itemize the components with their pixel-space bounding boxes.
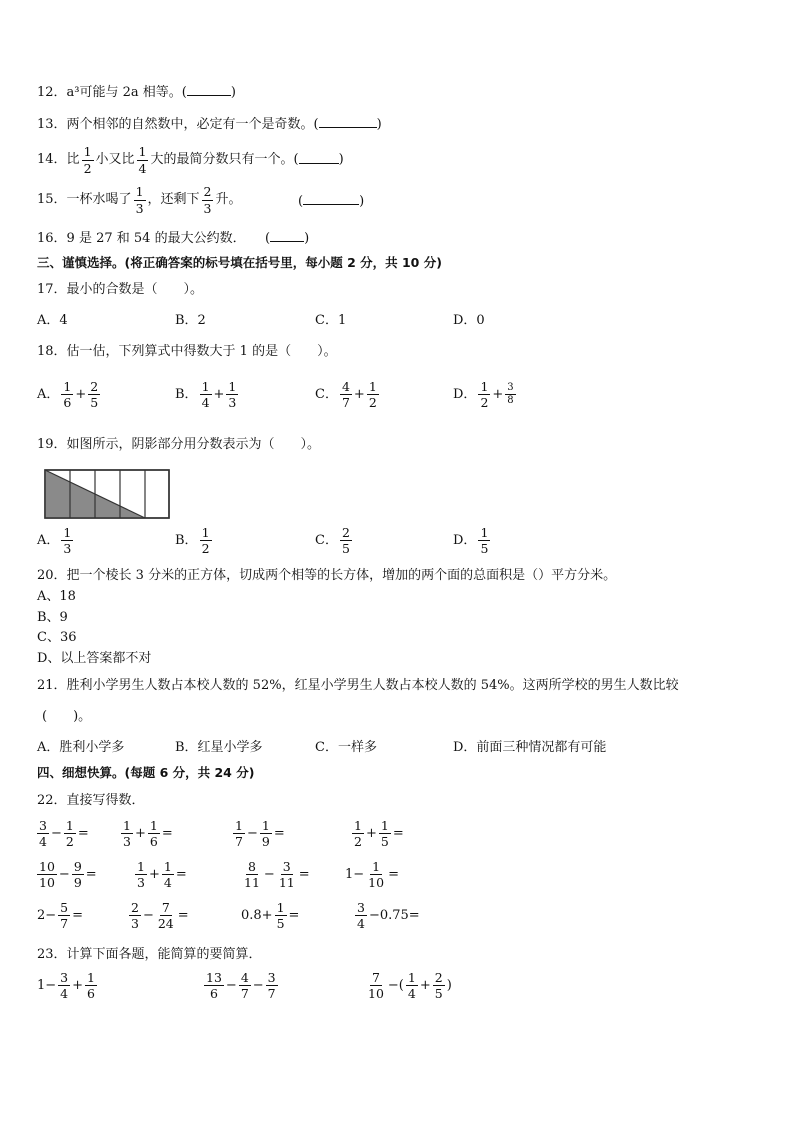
calc-expression xyxy=(37,971,99,1000)
fraction xyxy=(135,860,147,889)
denominator: 9 xyxy=(261,834,270,850)
option-d[interactable]: D．0 xyxy=(453,313,485,328)
expression-text: − xyxy=(142,908,154,924)
question-number: 16． xyxy=(37,231,67,246)
calc-item xyxy=(240,860,310,889)
expression-text: − xyxy=(263,867,275,883)
expression-text: ) xyxy=(446,978,452,994)
fraction xyxy=(366,860,386,889)
question-17-stem: 17．最小的合数是（ ）。 xyxy=(37,282,204,297)
fraction xyxy=(478,526,490,555)
denominator: 10 xyxy=(39,875,55,891)
option-c[interactable] xyxy=(315,380,381,409)
calc-item xyxy=(127,901,189,930)
numerator: 3 xyxy=(357,900,365,915)
expression-text: + xyxy=(148,867,160,883)
question-text: ，还剩下 xyxy=(147,192,200,207)
calc-item xyxy=(35,819,89,848)
expression-text: A． xyxy=(37,387,60,403)
expression-text: − xyxy=(50,826,62,842)
expression-text: + xyxy=(72,978,84,994)
denominator: 8 xyxy=(507,395,514,407)
numerator: 3 xyxy=(505,383,515,396)
expression-text: = xyxy=(72,908,84,924)
fraction xyxy=(61,526,73,555)
numerator: 10 xyxy=(39,859,55,874)
shaded-rectangle-figure xyxy=(44,469,170,519)
paren-open: ( xyxy=(298,194,304,209)
numerator: 1 xyxy=(149,818,158,833)
expression-text: C． xyxy=(315,533,338,549)
paren-close: ) xyxy=(304,231,310,246)
paren-close: ) xyxy=(376,117,382,132)
denominator: 4 xyxy=(163,875,172,891)
numerator: 1 xyxy=(235,818,243,833)
expression-text: A． xyxy=(37,533,60,549)
expression-text: −( xyxy=(387,978,404,994)
expression-text: = xyxy=(298,867,310,883)
expression-text: − xyxy=(246,826,258,842)
calc-item xyxy=(133,860,187,889)
denominator: 3 xyxy=(203,200,212,216)
numerator: 7 xyxy=(161,900,170,915)
denominator: 2 xyxy=(65,834,74,850)
fraction xyxy=(242,860,262,889)
denominator: 5 xyxy=(480,541,489,557)
fraction xyxy=(64,819,76,848)
numerator: 4 xyxy=(341,379,350,394)
fraction xyxy=(352,819,364,848)
expression-text: = xyxy=(408,908,420,924)
numerator: 3 xyxy=(60,970,69,985)
fraction xyxy=(162,860,174,889)
expression-text: = xyxy=(388,867,399,883)
denominator: 3 xyxy=(137,875,145,891)
numerator: 1 xyxy=(135,184,144,200)
answer-paren-15 xyxy=(298,195,364,208)
expression-text: = xyxy=(177,908,189,924)
numerator: 1 xyxy=(368,379,377,394)
calc-item xyxy=(231,819,285,848)
fraction xyxy=(137,145,149,174)
numerator: 2 xyxy=(90,379,99,394)
expression-text: D． xyxy=(453,533,477,549)
fraction xyxy=(148,819,160,848)
fraction xyxy=(239,971,251,1000)
fraction xyxy=(478,380,490,409)
fraction xyxy=(233,819,245,848)
fraction xyxy=(406,971,418,1000)
calc-item xyxy=(241,901,299,930)
expression-text: + xyxy=(353,387,365,403)
numerator: 8 xyxy=(247,859,256,874)
numerator: 1 xyxy=(276,900,285,915)
answer-paren-16 xyxy=(265,232,309,245)
answer-blank[interactable] xyxy=(187,94,231,96)
section-heading-3: 三、谨慎选择。(将正确答案的标号填在括号里，每小题 2 分，共 10 分) xyxy=(37,255,442,270)
fraction xyxy=(433,971,445,1000)
option-b[interactable]: B、9 xyxy=(37,610,68,625)
numerator: 3 xyxy=(282,859,291,874)
numerator: 1 xyxy=(261,818,270,833)
numerator: 1 xyxy=(480,379,489,394)
calc-item xyxy=(37,901,83,930)
fraction xyxy=(200,526,212,555)
denominator: 7 xyxy=(341,395,350,411)
fraction xyxy=(275,901,287,930)
option-b[interactable] xyxy=(175,380,240,409)
denominator: 7 xyxy=(235,834,243,850)
denominator: 3 xyxy=(63,541,72,557)
expression-text: = xyxy=(288,908,300,924)
denominator: 4 xyxy=(201,395,210,411)
fraction xyxy=(200,380,212,409)
expression-text: D． xyxy=(453,387,477,403)
calc-item xyxy=(350,819,404,848)
question-number: 14． xyxy=(37,152,67,167)
numerator: 13 xyxy=(206,970,222,985)
fraction xyxy=(156,901,176,930)
expression-text: 1− xyxy=(345,867,365,883)
question-text: 比 xyxy=(66,152,80,167)
paren-close: ) xyxy=(230,85,236,100)
fraction xyxy=(58,971,70,1000)
fraction xyxy=(61,380,73,409)
calc-item xyxy=(353,901,420,930)
fraction xyxy=(505,383,515,407)
option-c[interactable]: C．一样多 xyxy=(315,740,377,755)
denominator: 7 xyxy=(240,986,249,1002)
denominator: 7 xyxy=(267,986,276,1002)
denominator: 4 xyxy=(407,986,416,1002)
fraction xyxy=(121,819,133,848)
fraction xyxy=(260,819,272,848)
denominator: 7 xyxy=(60,916,69,932)
fraction xyxy=(226,380,238,409)
calc-item xyxy=(119,819,173,848)
question-20-stem: 20．把一个棱长 3 分米的正方体，切成两个相等的长方体，增加的两个面的总面积是（）平方分米。 xyxy=(37,568,617,583)
denominator: 11 xyxy=(278,875,295,891)
fraction xyxy=(88,380,100,409)
option-a[interactable] xyxy=(37,526,75,555)
option-a[interactable]: A．胜利小学多 xyxy=(37,740,125,755)
expression-text: + xyxy=(365,826,377,842)
question-number: 15． xyxy=(37,192,67,207)
denominator: 6 xyxy=(63,395,72,411)
fraction xyxy=(277,860,297,889)
denominator: 5 xyxy=(341,541,350,557)
numerator: 1 xyxy=(480,525,489,540)
calc-expression xyxy=(202,971,280,1000)
fraction xyxy=(266,971,278,1000)
expression-text: C． xyxy=(315,387,338,403)
question-text: a³可能与 2a 相等。( xyxy=(66,85,187,100)
question-14 xyxy=(37,144,344,177)
expression-text: + xyxy=(492,387,504,403)
numerator: 1 xyxy=(228,379,237,394)
question-text: 大的最简分数只有一个。( xyxy=(150,152,299,167)
fraction xyxy=(72,860,84,889)
fraction xyxy=(202,185,214,214)
question-text: 升。 xyxy=(215,192,242,207)
numerator: 1 xyxy=(407,970,416,985)
numerator: 3 xyxy=(39,818,47,833)
option-d[interactable]: D、以上答案都不对 xyxy=(37,651,152,666)
denominator: 2 xyxy=(368,395,377,411)
numerator: 9 xyxy=(73,859,82,874)
numerator: 7 xyxy=(371,970,380,985)
denominator: 4 xyxy=(39,834,47,850)
numerator: 4 xyxy=(240,970,249,985)
question-text: 小又比 xyxy=(95,152,135,167)
question-23-stem: 23．计算下面各题，能简算的要简算． xyxy=(37,947,262,962)
numerator: 1 xyxy=(201,379,210,394)
numerator: 1 xyxy=(123,818,131,833)
numerator: 1 xyxy=(372,859,381,874)
denominator: 11 xyxy=(244,875,260,891)
expression-text: = xyxy=(85,867,97,883)
denominator: 10 xyxy=(368,875,385,891)
numerator: 1 xyxy=(87,970,95,985)
numerator: 2 xyxy=(341,525,350,540)
denominator: 3 xyxy=(135,200,144,216)
expression-text: + xyxy=(75,387,87,403)
question-number: 12． xyxy=(37,85,67,100)
fraction xyxy=(82,145,94,174)
question-text: 一杯水喝了 xyxy=(66,192,132,207)
option-c[interactable]: C、36 xyxy=(37,630,77,645)
option-a[interactable]: A．4 xyxy=(37,313,68,328)
expression-text: B． xyxy=(175,533,198,549)
denominator: 24 xyxy=(157,916,174,932)
calc-item xyxy=(35,860,97,889)
expression-text: = xyxy=(175,867,187,883)
denominator: 5 xyxy=(380,834,389,850)
fraction xyxy=(134,185,146,214)
question-13 xyxy=(37,118,382,131)
answer-blank[interactable] xyxy=(299,162,339,164)
option-a[interactable]: A、18 xyxy=(37,589,76,604)
expression-text: + xyxy=(134,826,146,842)
question-18-stem: 18．估一估，下列算式中得数大于 1 的是（ ）。 xyxy=(37,344,337,359)
calc-item xyxy=(345,860,399,889)
option-d[interactable] xyxy=(453,380,518,409)
denominator: 6 xyxy=(209,986,218,1002)
fraction xyxy=(37,819,49,848)
expression-text: + xyxy=(213,387,225,403)
numerator: 1 xyxy=(354,818,362,833)
paren-close: ) xyxy=(338,152,344,167)
numerator: 2 xyxy=(434,970,443,985)
option-c[interactable] xyxy=(315,526,354,555)
expression-text: − xyxy=(252,978,264,994)
fraction xyxy=(85,971,97,1000)
question-text: 9 是 27 和 54 的最大公约数． xyxy=(66,231,246,246)
fraction xyxy=(58,901,70,930)
denominator: 3 xyxy=(228,395,237,411)
paren-close: ) xyxy=(359,194,365,209)
answer-blank[interactable] xyxy=(319,126,377,128)
numerator: 1 xyxy=(65,818,74,833)
numerator: 5 xyxy=(60,900,69,915)
denominator: 2 xyxy=(354,834,362,850)
denominator: 4 xyxy=(357,916,365,932)
answer-paren-21[interactable]: ( )。 xyxy=(42,709,92,724)
fraction xyxy=(37,860,57,889)
denominator: 10 xyxy=(368,986,384,1002)
expression-text: + xyxy=(419,978,431,994)
fraction xyxy=(129,901,141,930)
denominator: 5 xyxy=(90,395,99,411)
fraction xyxy=(340,380,352,409)
numerator: 2 xyxy=(131,900,139,915)
question-16 xyxy=(37,232,246,245)
calc-expression xyxy=(364,971,452,1000)
expression-text: − xyxy=(58,867,70,883)
fraction xyxy=(367,380,379,409)
numerator: 2 xyxy=(203,184,212,200)
expression-text: 1− xyxy=(37,978,57,994)
expression-text: = xyxy=(273,826,285,842)
denominator: 2 xyxy=(83,160,92,176)
question-21-stem: 21．胜利小学男生人数占本校人数的 52%，红星小学男生人数占本校人数的 54%。这两所学校的男生人数比较 xyxy=(37,678,679,693)
denominator: 2 xyxy=(201,541,210,557)
numerator: 3 xyxy=(267,970,276,985)
fraction xyxy=(379,819,391,848)
numerator: 1 xyxy=(63,525,72,540)
expression-text: −0.75 xyxy=(368,908,409,924)
denominator: 4 xyxy=(138,160,147,176)
denominator: 4 xyxy=(60,986,69,1002)
question-text: 两个相邻的自然数中，必定有一个是奇数。( xyxy=(66,117,319,132)
option-c[interactable]: C．1 xyxy=(315,313,347,328)
denominator: 3 xyxy=(123,834,131,850)
question-22-stem: 22．直接写得数． xyxy=(37,793,145,808)
expression-text: = xyxy=(77,826,89,842)
denominator: 2 xyxy=(480,395,489,411)
denominator: 6 xyxy=(87,986,95,1002)
question-12 xyxy=(37,86,236,99)
paren-open: ( xyxy=(265,231,271,246)
expression-text: B． xyxy=(175,387,198,403)
question-15 xyxy=(37,183,242,218)
denominator: 5 xyxy=(434,986,443,1002)
numerator: 1 xyxy=(201,525,210,540)
expression-text: 2− xyxy=(37,908,57,924)
fraction xyxy=(355,901,367,930)
fraction xyxy=(366,971,386,1000)
option-b[interactable] xyxy=(175,526,214,555)
question-number: 13． xyxy=(37,117,67,132)
option-b[interactable]: B．2 xyxy=(175,313,206,328)
answer-blank[interactable] xyxy=(270,240,304,242)
numerator: 1 xyxy=(83,144,92,160)
expression-text: 0.8+ xyxy=(241,908,273,924)
denominator: 9 xyxy=(73,875,82,891)
option-b[interactable]: B．红星小学多 xyxy=(175,740,263,755)
numerator: 1 xyxy=(380,818,389,833)
expression-text: − xyxy=(225,978,237,994)
denominator: 3 xyxy=(131,916,139,932)
numerator: 1 xyxy=(63,379,72,394)
numerator: 1 xyxy=(163,859,172,874)
expression-text: = xyxy=(392,826,404,842)
option-d[interactable] xyxy=(453,526,492,555)
section-heading-4: 四、细想快算。(每题 6 分，共 24 分) xyxy=(37,765,255,780)
expression-text: = xyxy=(161,826,173,842)
denominator: 6 xyxy=(149,834,158,850)
numerator: 1 xyxy=(137,859,145,874)
numerator: 1 xyxy=(138,144,147,160)
fraction xyxy=(340,526,352,555)
fraction xyxy=(204,971,224,1000)
option-a[interactable] xyxy=(37,380,102,409)
denominator: 5 xyxy=(276,916,285,932)
question-19-stem: 19．如图所示，阴影部分用分数表示为（ ）。 xyxy=(37,437,321,452)
answer-blank[interactable] xyxy=(303,203,359,205)
option-d[interactable]: D．前面三种情况都有可能 xyxy=(453,740,607,755)
